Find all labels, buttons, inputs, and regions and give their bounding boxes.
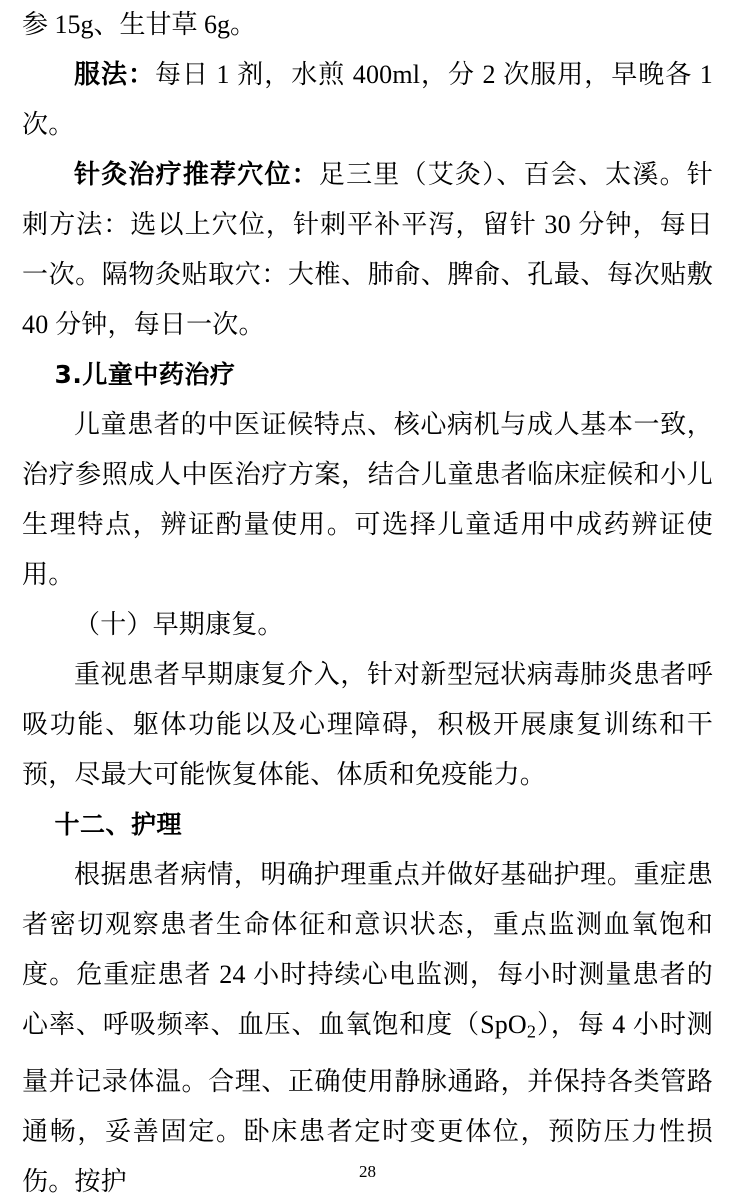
heading-nursing: 十二、护理 [54, 810, 183, 839]
paragraph-children-tcm: 儿童患者的中医证候特点、核心病机与成人基本一致，治疗参照成人中医治疗方案，结合儿童患者临床症候和小儿生理特点，辨证酌量使用。可选择儿童适用中成药辨证使用。 [22, 410, 713, 589]
fufa-label: 服法： [74, 60, 156, 89]
paragraph-continued-line: 参 15g、生甘草 6g。 [22, 10, 257, 39]
page-number: 28 [359, 1162, 376, 1181]
paragraph-nursing [22, 850, 713, 1200]
nursing-text-part2: ），每 4 小时测量并记录体温。合理、正确使用静脉通路，并保持各类管路通畅，妥善固定。卧床患者定时变更体位，预防压力性损伤。按护 [22, 1010, 713, 1196]
paragraph-early-rehabilitation: 重视患者早期康复介入，针对新型冠状病毒肺炎患者呼吸功能、躯体功能以及心理障碍，积极开展康复训练和干预，尽最大可能恢复体能、体质和免疫能力。 [22, 660, 713, 789]
fufa-text: 每日 1 剂，水煎 400ml，分 2 次服用，早晚各 1 次。 [22, 60, 714, 139]
paragraph-fufa [22, 50, 713, 150]
heading-children-tcm: 3.儿童中药治疗 [54, 360, 236, 389]
paragraph-acupuncture [22, 150, 713, 350]
acupuncture-label: 针灸治疗推荐穴位： [74, 160, 319, 189]
spo2-subscript: 2 [526, 1021, 537, 1042]
nursing-text-part1: 根据患者病情，明确护理重点并做好基础护理。重症患者密切观察患者生命体征和意识状态，重点监测血氧饱和度。危重症患者 24 小时持续心电监测，每小时测量患者的心率、呼吸频率、血压、血氧饱和度（SpO [22, 860, 713, 1039]
acupuncture-text: 足三里（艾灸）、百会、太溪。针刺方法：选以上穴位，针刺平补平泻，留针 30 分钟，每日一次。隔物灸贴取穴：大椎、肺俞、脾俞、孔最、每次贴敷 40 分钟，每日一次。 [22, 160, 713, 339]
section-heading-ten: （十）早期康复。 [74, 610, 284, 639]
